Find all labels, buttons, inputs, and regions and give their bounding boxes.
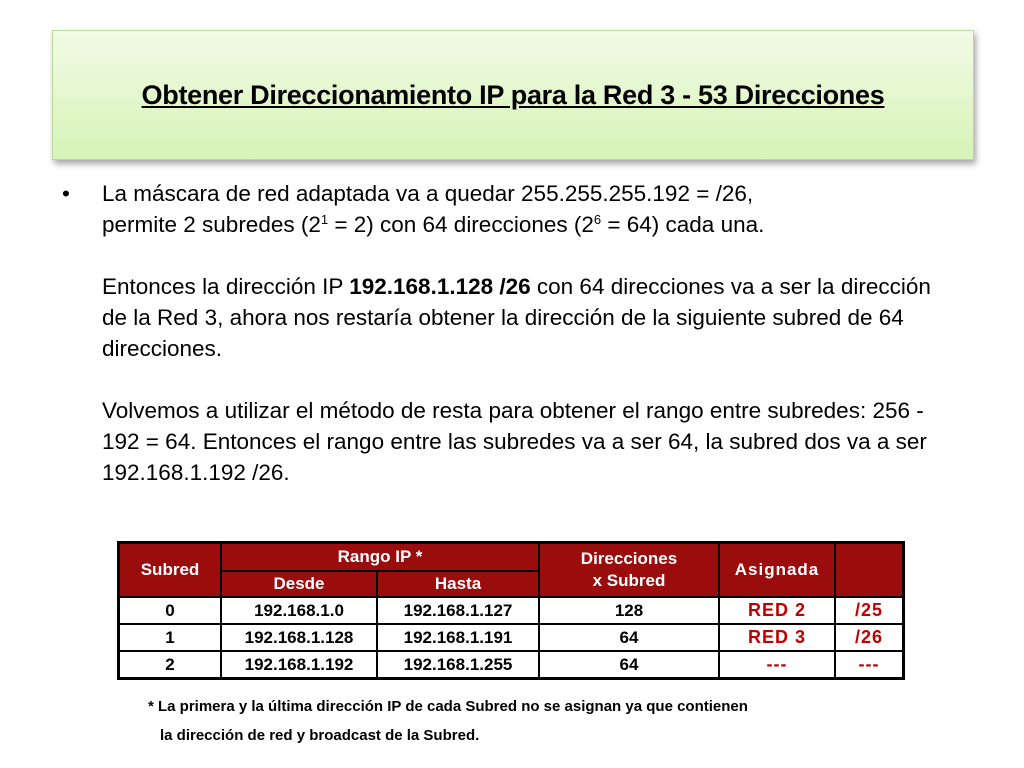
p2-text-a: Entonces la dirección IP xyxy=(102,274,350,299)
header-mask xyxy=(835,543,904,598)
table-row xyxy=(119,624,904,651)
p2-bold-address: 192.168.1.128 /26 xyxy=(349,274,531,299)
cell-hasta: 192.168.1.255 xyxy=(377,651,539,679)
p2-text-b: con 64 direcciones va a ser la dirección de la Red 3, ahora nos restaría obtener la dirección de la siguiente subred de 64 direcciones. xyxy=(102,274,931,361)
footnote-line2: la dirección de red y broadcast de la Subred. xyxy=(160,727,480,744)
cell-asignada: --- xyxy=(719,651,835,679)
header-subred: Subred xyxy=(119,543,222,598)
bullet-item xyxy=(62,178,962,488)
exponent-1: 1 xyxy=(320,212,329,227)
cell-mask: --- xyxy=(835,651,904,679)
bullet-icon: • xyxy=(62,181,70,206)
subnet-table-wrapper xyxy=(117,541,905,680)
cell-asignada: RED 2 xyxy=(719,597,835,624)
header-rango: Rango IP * xyxy=(221,543,539,572)
paragraph-range: Volvemos a utilizar el método de resta para obtener el rango entre subredes: 256 - 192 = 64. Entonces el rango entre las subredes va a ser 64, la subred dos va a ser 192.168.1.192 /26. xyxy=(102,398,927,485)
paragraph-mask xyxy=(102,178,962,240)
header-asignada: Asignada xyxy=(719,543,835,598)
p1-line2a: permite 2 subredes (2 xyxy=(102,212,321,237)
header-direcciones-l1: Direcciones xyxy=(580,549,678,568)
subnet-table xyxy=(117,541,905,680)
cell-subred: 0 xyxy=(119,597,222,624)
header-direcciones xyxy=(539,543,719,598)
slide-body xyxy=(62,178,962,488)
paragraph-address xyxy=(102,271,962,364)
bullet-content xyxy=(102,178,962,488)
cell-direcciones: 64 xyxy=(539,651,719,679)
p1-line2c: = 64) cada una. xyxy=(601,212,765,237)
table-row xyxy=(119,597,904,624)
header-direcciones-l2: x Subred xyxy=(592,571,666,590)
table-row xyxy=(119,651,904,679)
cell-mask: /26 xyxy=(835,624,904,651)
cell-mask: /25 xyxy=(835,597,904,624)
header-desde: Desde xyxy=(221,571,377,597)
cell-hasta: 192.168.1.127 xyxy=(377,597,539,624)
table-footnote xyxy=(148,692,928,750)
slide-title: Obtener Direccionamiento IP para la Red 3 - 53 Direcciones xyxy=(141,79,885,110)
cell-asignada: RED 3 xyxy=(719,624,835,651)
cell-desde: 192.168.1.0 xyxy=(221,597,377,624)
cell-desde: 192.168.1.192 xyxy=(221,651,377,679)
cell-subred: 1 xyxy=(119,624,222,651)
footnote-line1: * La primera y la última dirección IP de cada Subred no se asignan ya que contienen xyxy=(148,698,748,715)
exponent-2: 6 xyxy=(593,212,602,227)
cell-direcciones: 64 xyxy=(539,624,719,651)
cell-direcciones: 128 xyxy=(539,597,719,624)
p1-line1: La máscara de red adaptada va a quedar 255.255.255.192 = /26, xyxy=(102,181,754,206)
header-hasta: Hasta xyxy=(377,571,539,597)
title-banner xyxy=(52,30,974,160)
cell-subred: 2 xyxy=(119,651,222,679)
cell-desde: 192.168.1.128 xyxy=(221,624,377,651)
p1-line2b: = 2) con 64 direcciones (2 xyxy=(328,212,594,237)
cell-hasta: 192.168.1.191 xyxy=(377,624,539,651)
